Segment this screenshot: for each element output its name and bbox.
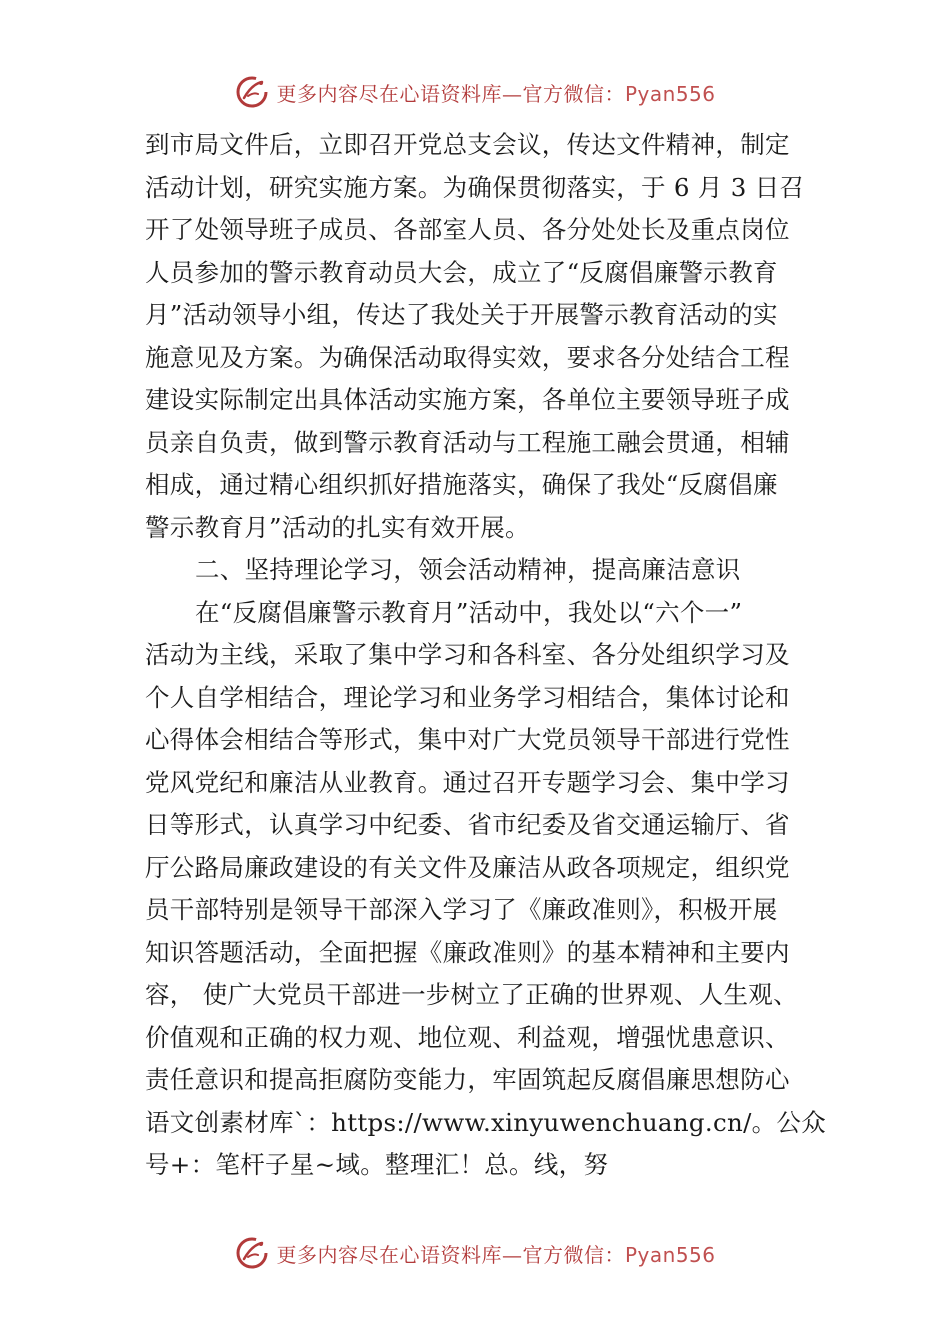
text-line: 个人自学相结合，理论学习和业务学习相结合，集体讨论和 <box>145 682 790 712</box>
text-line: 建设实际制定出具体活动实施方案，各单位主要领导班子成 <box>145 385 790 414</box>
header-banner <box>0 70 950 114</box>
text-line: 活动为主线，采取了集中学习和各科室、各分处组织学习及 <box>145 640 790 669</box>
text-line: 开了处领导班子成员、各部室人员、各分处处长及重点岗位 <box>145 215 790 244</box>
text-line: 施意见及方案。为确保活动取得实效，要求各分处结合工程 <box>145 342 790 372</box>
text-line: 相成，通过精心组织抓好措施落实，确保了我处“反腐倡廉 <box>145 470 778 499</box>
text-line: 责任意识和提高拒腐防变能力，牢固筑起反腐倡廉思想防心 <box>145 1065 790 1094</box>
text-line: 员干部特别是领导干部深入学习了《廉政准则》，积极开展 <box>145 895 778 924</box>
text-line: 日等形式，认真学习中纪委、省市纪委及省交通运输厅、省 <box>145 810 790 839</box>
wechat-id: Pyan556 <box>624 1242 716 1267</box>
banner-label: 更多内容尽在心语资料库—官方微信： <box>276 1242 625 1267</box>
brush-circle-logo-icon <box>234 1235 270 1271</box>
text-line: 知识答题活动，全面把握《廉政准则》的基本精神和主要内 <box>145 937 790 967</box>
text-line: 月”活动领导小组，传达了我处关于开展警示教育活动的实 <box>145 300 778 329</box>
text-line: 价值观和正确的权力观、地位观、利益观，增强忧患意识、 <box>145 1022 790 1052</box>
footer-banner-inner <box>234 1235 715 1271</box>
section-heading: 二、坚持理论学习，领会活动精神，提高廉洁意识 <box>195 555 741 584</box>
text-line: 警示教育月”活动的扎实有效开展。 <box>145 512 530 542</box>
text-line: 心得体会相结合等形式，集中对广大党员领导干部进行党性 <box>145 725 790 754</box>
text-line: 厅公路局廉政建设的有关文件及廉洁从政各项规定，组织党 <box>145 852 790 882</box>
text-line: 语文创素材库`：https://www.xinyuwenchuang.cn/。公众 <box>145 1107 827 1137</box>
text-line: 人员参加的警示教育动员大会，成立了“反腐倡廉警示教育 <box>145 257 778 287</box>
header-banner-text <box>276 78 715 107</box>
text-line: 员亲自负责，做到警示教育活动与工程施工融会贯通，相辅 <box>145 427 790 457</box>
text-line: 活动计划，研究实施方案。为确保贯彻落实，于 6 月 3 日召 <box>145 172 805 202</box>
text-line: 号+：笔杆子星~域。整理汇！总。线，努 <box>145 1150 609 1179</box>
header-banner-inner <box>234 74 715 110</box>
wechat-id: Pyan556 <box>624 81 716 106</box>
text-line: 党风党纪和廉洁从业教育。通过召开专题学习会、集中学习 <box>145 767 790 797</box>
brush-circle-logo-icon <box>234 74 270 110</box>
text-line: 在“反腐倡廉警示教育月”活动中，我处以“六个一” <box>195 597 743 627</box>
text-line: 到市局文件后，立即召开党总支会议，传达文件精神，制定 <box>145 130 790 159</box>
banner-label: 更多内容尽在心语资料库—官方微信： <box>276 81 625 106</box>
text-line: 容， 使广大党员干部进一步树立了正确的世界观、人生观、 <box>145 980 798 1009</box>
footer-banner-text <box>276 1239 715 1268</box>
document-body <box>145 124 827 1187</box>
footer-banner <box>0 1231 950 1275</box>
